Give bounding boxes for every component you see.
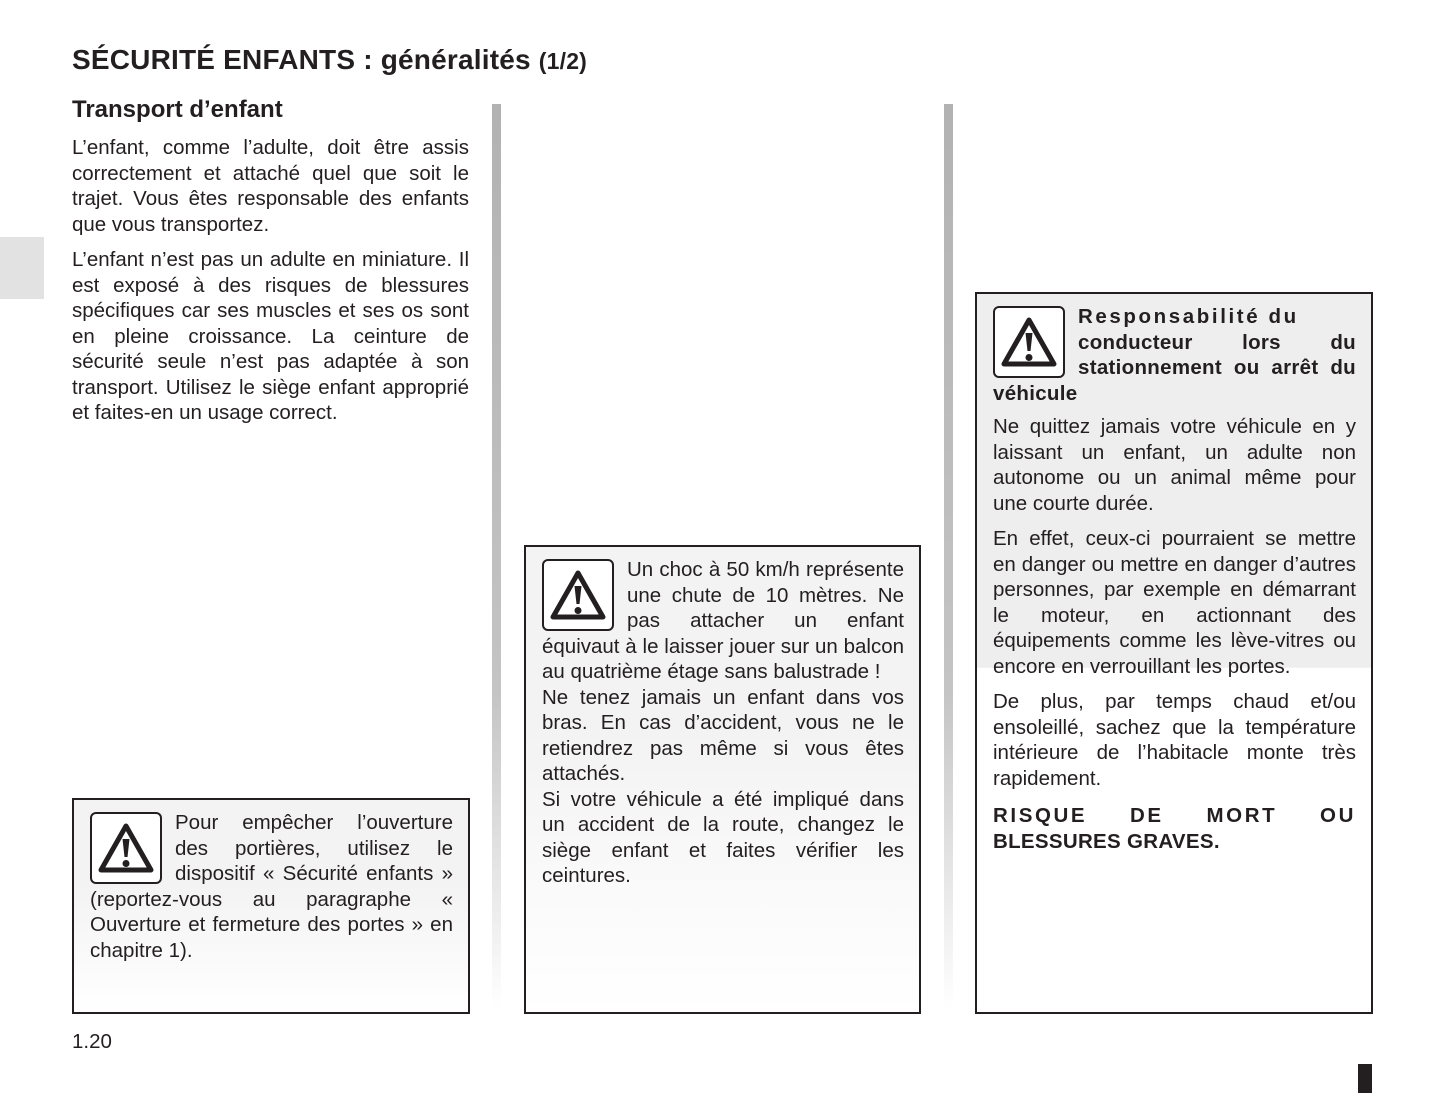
warning-triangle-icon xyxy=(993,306,1065,378)
warning-triangle-icon xyxy=(542,559,614,631)
column-divider-1 xyxy=(492,104,501,1009)
responsibility-paragraph-1: Ne quittez jamais votre véhicule en y laissant un enfant, un adulte non autonome ou un animal même pour une courte durée. xyxy=(993,415,1356,515)
responsibility-heading-line1: Responsabilité du xyxy=(1078,305,1299,328)
section-title: Transport d’enfant xyxy=(72,96,283,123)
warning-box-driver-responsibility xyxy=(975,292,1373,1014)
danger-statement xyxy=(993,803,1356,854)
intro-paragraph-2: L’enfant n’est pas un adulte en miniature. Il est exposé à des risques de blessures spécifiques car ses muscles et ses os sont en pleine croissance. La ceinture de sécurité seule n’est pas adaptée à son transport. Utilisez le siège enfant approprié et faites-en un usage correct. xyxy=(72,248,469,424)
warning-box-crash-risk xyxy=(524,545,921,1014)
danger-statement-line1: RISQUE DE MORT OU xyxy=(993,804,1356,827)
responsibility-paragraph-3: De plus, par temps chaud et/ou ensoleillé, sachez que la température intérieure de l’habitacle monte très rapidement. xyxy=(993,690,1356,790)
page-title xyxy=(72,44,587,76)
responsibility-paragraph-2: En effet, ceux-ci pourraient se mettre en danger ou mettre en danger d’autres personnes, par exemple en démarrant le moteur, en actionnant des équipements comme les lève-vitres ou encore en verrouillant les portes. xyxy=(993,527,1356,678)
warning-box-child-lock xyxy=(72,798,470,1014)
intro-paragraph-1: L’enfant, comme l’adulte, doit être assis correctement et attaché quel que soit le trajet. Vous êtes responsable des enfants que vous transportez. xyxy=(72,136,469,236)
chapter-tab-marker xyxy=(0,237,44,299)
crash-warning-paragraph-1: Un choc à 50 km/h représente une chute de 10 mètres. Ne pas attacher un enfant équivaut à le laisser jouer sur un balcon au quatrième étage sans balustrade ! xyxy=(542,558,904,683)
responsibility-heading-rest: conducteur lors du stationnement ou arrêt du véhicule xyxy=(993,330,1356,405)
page-number: 1.20 xyxy=(72,1030,112,1053)
warning-triangle-icon xyxy=(90,812,162,884)
left-column xyxy=(72,96,469,436)
page-edge-mark xyxy=(1358,1064,1372,1093)
danger-statement-line2: BLESSURES GRAVES. xyxy=(993,829,1220,853)
crash-warning-paragraph-3: Si votre véhicule a été impliqué dans un accident de la route, changez le siège enfant et faites vérifier les ceintures. xyxy=(542,787,904,887)
page-title-text: SÉCURITÉ ENFANTS : généralités xyxy=(72,44,531,75)
column-divider-2 xyxy=(944,104,953,1009)
page-title-part: (1/2) xyxy=(538,48,588,74)
child-lock-warning-text: Pour empêcher l’ouverture des portières, utilisez le dispositif « Sécurité enfants » (reportez-vous au paragraphe « Ouverture et fermeture des portes » en chapitre 1). xyxy=(90,811,453,962)
crash-warning-paragraph-2: Ne tenez jamais un enfant dans vos bras. En cas d’accident, vous ne le retiendrez pas même si vous êtes attachés. xyxy=(542,685,904,785)
